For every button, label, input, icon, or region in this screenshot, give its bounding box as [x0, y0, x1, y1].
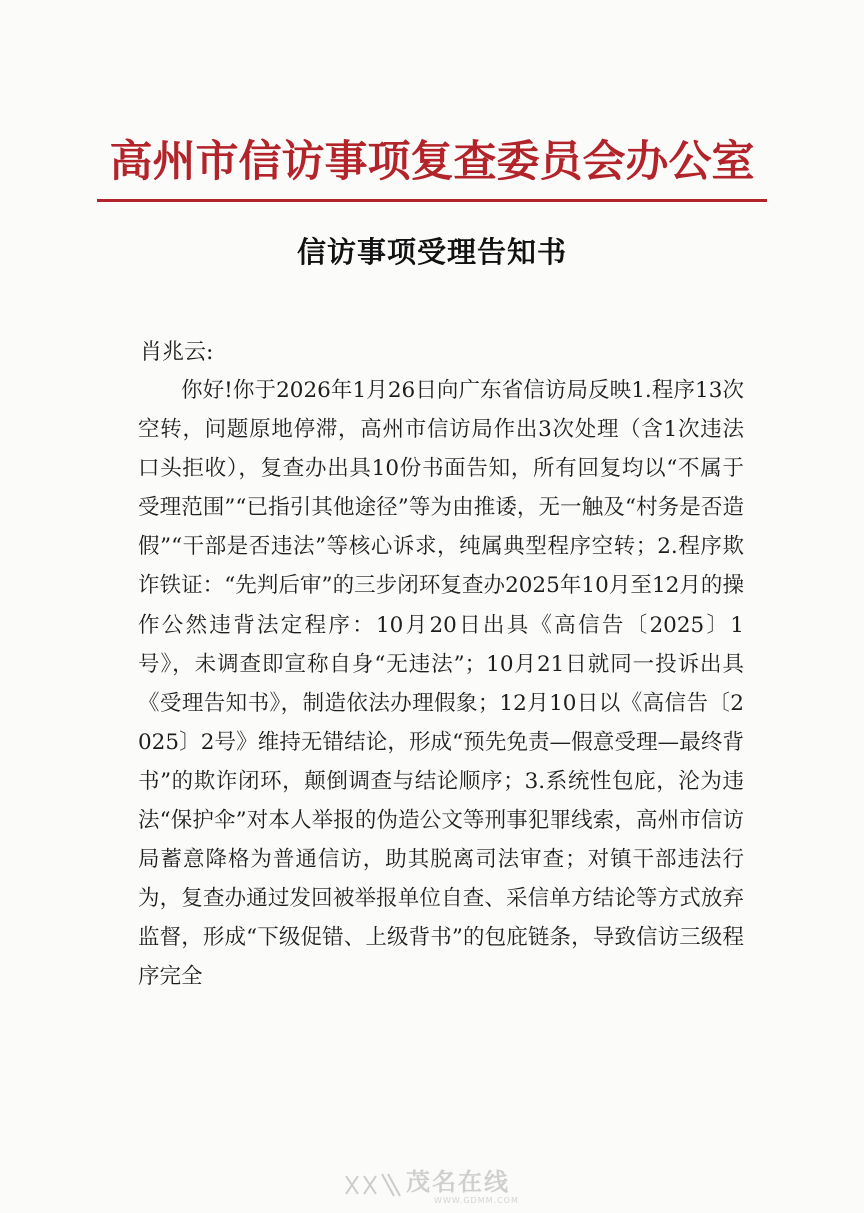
watermark-site-name: 茂名在线	[406, 1168, 510, 1196]
watermark-logo-icon	[342, 1170, 402, 1200]
letterhead-red-rule	[97, 199, 767, 202]
salutation: 肖兆云:	[140, 340, 214, 365]
watermark-url: WWW.GDMM.COM	[434, 1196, 519, 1205]
body-paragraph: 你好!你于2026年1月26日向广东省信访局反映1.程序13次空转，问题原地停滞，高州市信访局作出3次处理（含1次违法口头拒收），复查办出具10份书面告知，所有回复均以“不属于受理范围”“已指引其他途径”等为由推诿，无一触及“村务是否造假”“干部是否违法”等核心诉求，纯属典型程序空转；2.程序欺诈铁证：“先判后审”的三步闭环复查办2025年10月至12月的操作公然违背法定程序：10月20日出具《高信告〔2025〕1号》，未调查即宣称自身“无违法”；10月21日就同一投诉出具《受理告知书》，制造依法办理假象；12月10日以《高信告〔2025〕2号》维持无错结论，形成“预先免责—假意受理—最终背书”的欺诈闭环，颠倒调查与结论顺序；3.系统性包庇，沦为违法“保护伞”对本人举报的伪造公文等刑事犯罪线索，高州市信访局蓄意降格为普通信访，助其脱离司法审查；对镇干部违法行为，复查办通过发回被举报单位自查、采信单方结论等方式放弃监督，形成“下级促错、上级背书”的包庇链条，导致信访三级程序完全	[138, 378, 744, 990]
letterhead-org-name: 高州市信访事项复查委员会办公室	[109, 137, 755, 187]
document-title: 信访事项受理告知书	[296, 235, 567, 269]
site-watermark	[342, 1168, 542, 1208]
